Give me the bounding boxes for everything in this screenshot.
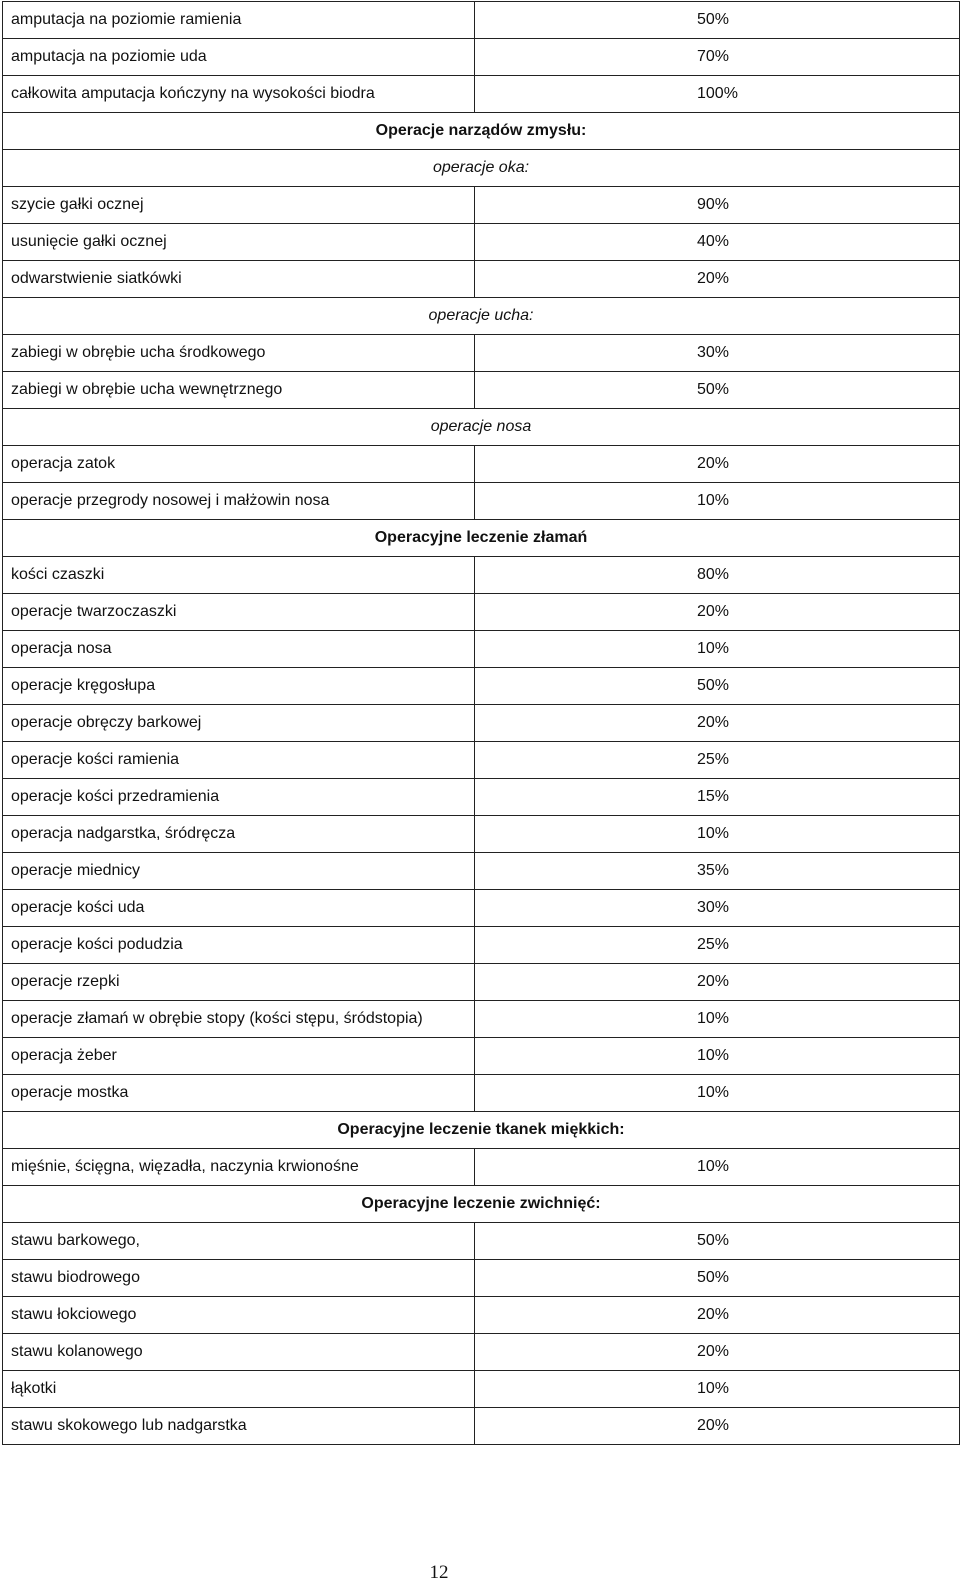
section-header-row xyxy=(3,1112,959,1149)
table-row xyxy=(3,890,959,927)
percentage-value: 80% xyxy=(697,566,730,583)
table-row xyxy=(3,224,959,261)
section-header-row xyxy=(3,409,959,446)
table-row xyxy=(3,1408,959,1445)
percentage-value: 10% xyxy=(697,640,730,657)
table-row xyxy=(3,261,959,298)
procedure-label: operacje przegrody nosowej i małżowin nosa xyxy=(3,483,475,519)
table-row xyxy=(3,779,959,816)
percentage-value: 10% xyxy=(697,1010,730,1027)
procedure-label: usunięcie gałki ocznej xyxy=(3,224,475,260)
procedure-label: stawu kolanowego xyxy=(3,1334,475,1370)
percentage-value: 10% xyxy=(697,1084,730,1101)
procedure-label: stawu skokowego lub nadgarstka xyxy=(3,1408,475,1444)
table-row xyxy=(3,372,959,409)
percentage-value: 15% xyxy=(697,788,730,805)
procedure-label: zabiegi w obrębie ucha wewnętrznego xyxy=(3,372,475,408)
procedure-label: operacje kręgosłupa xyxy=(3,668,475,704)
table-row xyxy=(3,631,959,668)
table-row xyxy=(3,1334,959,1371)
table-row xyxy=(3,1075,959,1112)
percentage-value: 20% xyxy=(697,973,730,990)
procedure-label: szycie gałki ocznej xyxy=(3,187,475,223)
section-header-row xyxy=(3,1186,959,1223)
table-row xyxy=(3,927,959,964)
percentage-value: 20% xyxy=(697,1306,730,1323)
table-row xyxy=(3,1297,959,1334)
percentage-value: 25% xyxy=(697,936,730,953)
table-row xyxy=(3,668,959,705)
percentage-value: 30% xyxy=(697,344,730,361)
table-row xyxy=(3,853,959,890)
table-row xyxy=(3,2,959,39)
table-row xyxy=(3,335,959,372)
table-row xyxy=(3,483,959,520)
percentage-value: 50% xyxy=(697,1232,730,1249)
percentage-value: 50% xyxy=(697,381,730,398)
table-row xyxy=(3,1038,959,1075)
table-row xyxy=(3,1149,959,1186)
percentage-value: 50% xyxy=(697,11,730,28)
procedure-label: operacje kości przedramienia xyxy=(3,779,475,815)
section-header-label: Operacyjne leczenie tkanek miękkich: xyxy=(337,1121,625,1138)
section-header-label: Operacyjne leczenie złamań xyxy=(374,529,588,546)
procedure-label: amputacja na poziomie uda xyxy=(3,39,475,75)
percentage-value: 50% xyxy=(697,1269,730,1286)
procedure-label: zabiegi w obrębie ucha środkowego xyxy=(3,335,475,371)
procedure-label: operacja nadgarstka, śródręcza xyxy=(3,816,475,852)
percentage-value: 20% xyxy=(697,714,730,731)
percentage-value: 10% xyxy=(697,1158,730,1175)
table-row xyxy=(3,964,959,1001)
procedure-label: operacje kości ramienia xyxy=(3,742,475,778)
procedure-label: stawu łokciowego xyxy=(3,1297,475,1333)
percentage-value: 20% xyxy=(697,1417,730,1434)
table-row xyxy=(3,1371,959,1408)
procedure-label: stawu biodrowego xyxy=(3,1260,475,1296)
procedure-label: kości czaszki xyxy=(3,557,475,593)
procedure-label: operacje miednicy xyxy=(3,853,475,889)
percentage-value: 20% xyxy=(697,270,730,287)
table-row xyxy=(3,1260,959,1297)
percentage-value: 20% xyxy=(697,455,730,472)
table-row xyxy=(3,1223,959,1260)
percentage-value: 10% xyxy=(697,492,730,509)
table-row xyxy=(3,39,959,76)
percentage-value: 30% xyxy=(697,899,730,916)
procedure-label: operacje obręczy barkowej xyxy=(3,705,475,741)
procedure-label: amputacja na poziomie ramienia xyxy=(3,2,475,38)
section-header-row xyxy=(3,150,959,187)
procedure-label: operacja zatok xyxy=(3,446,475,482)
table-row xyxy=(3,705,959,742)
table-row xyxy=(3,446,959,483)
table-row xyxy=(3,187,959,224)
procedure-label: odwarstwienie siatkówki xyxy=(3,261,475,297)
section-header-label: operacje nosa xyxy=(430,418,532,435)
table-row xyxy=(3,1001,959,1038)
section-header-label: operacje oka: xyxy=(432,159,530,176)
percentage-value: 20% xyxy=(697,603,730,620)
procedure-label: operacje kości podudzia xyxy=(3,927,475,963)
percentage-value: 10% xyxy=(697,825,730,842)
percentage-value: 20% xyxy=(697,1343,730,1360)
percentage-value: 70% xyxy=(697,48,730,65)
procedure-label: stawu barkowego, xyxy=(3,1223,475,1259)
percentage-value: 10% xyxy=(697,1047,730,1064)
procedure-label: operacja nosa xyxy=(3,631,475,667)
section-header-label: operacje ucha: xyxy=(428,307,534,324)
procedure-label: operacje rzepki xyxy=(3,964,475,1000)
procedure-label: całkowita amputacja kończyny na wysokości biodra xyxy=(3,76,475,112)
procedure-label: operacje złamań w obrębie stopy (kości stępu, śródstopia) xyxy=(3,1001,475,1037)
percentage-value: 90% xyxy=(697,196,730,213)
procedure-label: mięśnie, ścięgna, więzadła, naczynia krwionośne xyxy=(3,1149,475,1185)
percentage-value: 35% xyxy=(697,862,730,879)
table-row xyxy=(3,76,959,113)
percentage-value: 10% xyxy=(697,1380,730,1397)
section-header-row xyxy=(3,113,959,150)
procedure-label: operacje twarzoczaszki xyxy=(3,594,475,630)
section-header-label: Operacje narządów zmysłu: xyxy=(375,122,587,139)
table-row xyxy=(3,594,959,631)
section-header-row xyxy=(3,520,959,557)
table-row xyxy=(3,742,959,779)
page-number: 12 xyxy=(429,1562,449,1583)
procedures-table xyxy=(2,1,960,1445)
procedure-label: operacje kości uda xyxy=(3,890,475,926)
percentage-value: 25% xyxy=(697,751,730,768)
percentage-value: 50% xyxy=(697,677,730,694)
table-row xyxy=(3,557,959,594)
procedure-label: operacja żeber xyxy=(3,1038,475,1074)
section-header-row xyxy=(3,298,959,335)
percentage-value: 40% xyxy=(697,233,730,250)
section-header-label: Operacyjne leczenie zwichnięć: xyxy=(361,1195,601,1212)
procedure-label: łąkotki xyxy=(3,1371,475,1407)
table-row xyxy=(3,816,959,853)
procedure-label: operacje mostka xyxy=(3,1075,475,1111)
percentage-value: 100% xyxy=(697,85,738,102)
